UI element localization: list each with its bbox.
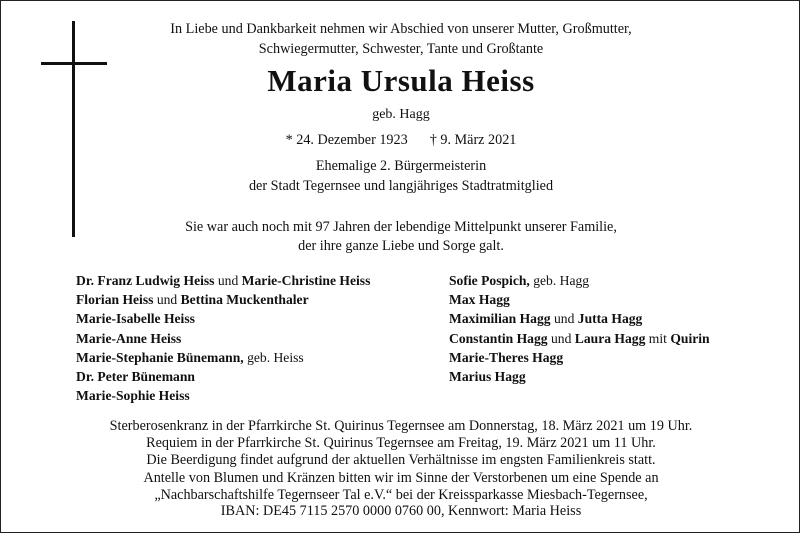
deceased-name: Maria Ursula Heiss [267, 63, 535, 98]
donation-details [1, 470, 800, 520]
service-details [1, 418, 800, 469]
mourner-row: Marius Hagg [449, 369, 526, 385]
mourners-left-column [76, 271, 370, 405]
mourner-row: Marie-Theres Hagg [449, 349, 564, 365]
quote-line-2: der ihre ganze Liebe und Sorge galt. [298, 238, 504, 254]
role-line-1: Ehemalige 2. Bürgermeisterin [315, 158, 487, 174]
mourner-row: Dr. Franz Ludwig Heiss und Marie-Christine Heiss [76, 273, 371, 288]
role-line-2: der Stadt Tegernsee und langjähriges Stadtratmitglied [248, 178, 554, 194]
mourner-row: Max Hagg [449, 292, 510, 308]
mourner-row: Sofie Pospich, geb. Hagg [449, 273, 590, 288]
mourners-right-column [449, 271, 710, 386]
birth-name: geb. Hagg [372, 107, 430, 122]
mourner-row: Constantin Hagg und Laura Hagg mit Quirin [449, 330, 710, 346]
life-dates [1, 132, 800, 149]
donation-line-1: Antelle von Blumen und Kränzen bitten wir im Sinne der Verstorbenen um eine Spende an [143, 470, 659, 486]
service-line-2: Requiem in der Pfarrkirche St. Quirinus Tegernsee am Freitag, 19. März 2021 um 11 Uhr. [146, 435, 656, 451]
mourner-row: Marie-Anne Heiss [76, 330, 182, 346]
death-date: † 9. März 2021 [429, 132, 517, 148]
role-text [1, 156, 800, 196]
mourner-row: Dr. Peter Bünemann [76, 369, 195, 385]
intro-line-1: In Liebe und Dankbarkeit nehmen wir Abschied von unserer Mutter, Großmutter, [170, 21, 632, 37]
intro-text [1, 19, 800, 59]
donation-line-2: „Nachbarschaftshilfe Tegernseer Tal e.V.“ bei der Kreissparkasse Miesbach-Tegernsee, [154, 486, 648, 503]
mourner-row: Marie-Stephanie Bünemann, geb. Heiss [76, 349, 304, 365]
service-line-1: Sterberosenkranz in der Pfarrkirche St. Quirinus Tegernsee am Donnerstag, 18. März 2021 um 19 Uhr. [109, 418, 693, 434]
donation-line-3: IBAN: DE45 7115 2570 0000 0760 00, Kennwort: Maria Heiss [220, 503, 582, 519]
intro-line-2: Schwiegermutter, Schwester, Tante und Großtante [258, 41, 544, 57]
mourner-row: Marie-Sophie Heiss [76, 388, 190, 404]
mourner-row: Maximilian Hagg und Jutta Hagg [449, 311, 643, 327]
birth-date: * 24. Dezember 1923 [285, 132, 408, 148]
service-line-3: Die Beerdigung findet aufgrund der aktuellen Verhältnisse im engsten Familienkreis statt. [146, 452, 656, 468]
quote-line-1: Sie war auch noch mit 97 Jahren der lebendige Mittelpunkt unserer Familie, [185, 219, 617, 235]
mourner-row: Florian Heiss und Bettina Muckenthaler [76, 292, 309, 308]
mourner-row: Marie-Isabelle Heiss [76, 311, 195, 327]
quote-text [1, 218, 800, 256]
